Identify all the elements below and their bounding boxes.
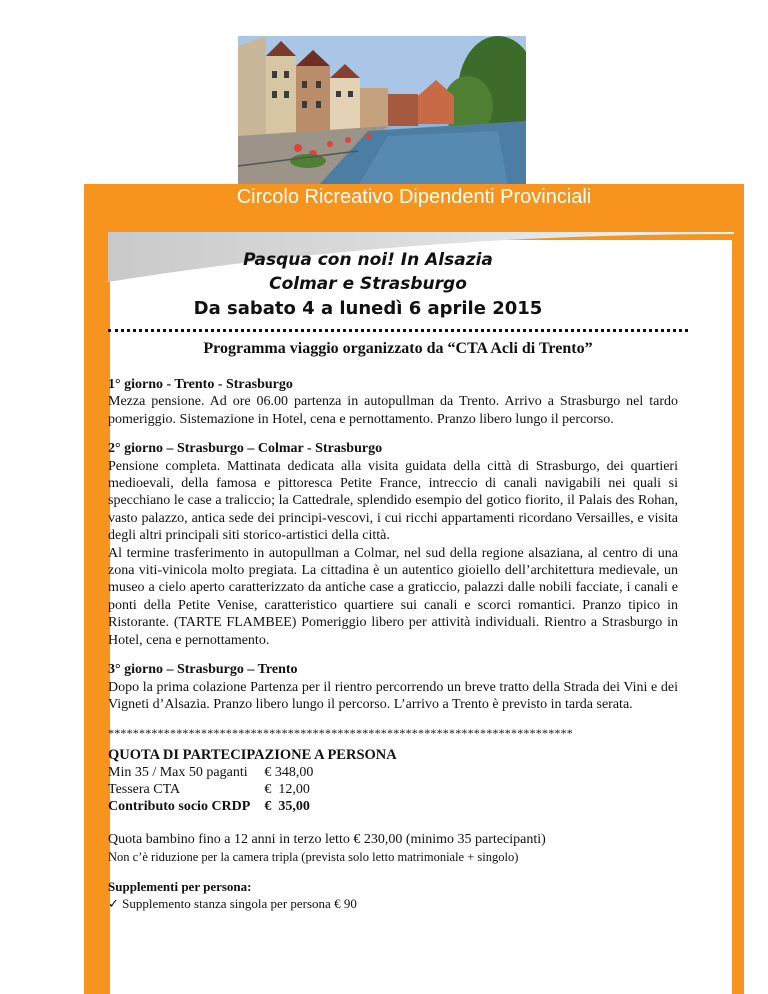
child-price: Quota bambino fino a 12 anni in terzo letto € 230,00 (minimo 35 partecipanti) bbox=[108, 832, 546, 848]
day-3 bbox=[108, 661, 678, 713]
price-row bbox=[108, 798, 327, 815]
day-text: Mezza pensione. Ad ore 06.00 partenza in autopullman da Trento. Arrivo a Strasburgo nel tardo pomeriggio. Sistemazione in Hotel, cena e pernottamento. Pranzo libero lungo il percorso. bbox=[108, 394, 678, 427]
supplement-item bbox=[108, 895, 678, 912]
price-value: € 12,00 bbox=[264, 782, 310, 798]
triple-room-note: Non c’è riduzione per la camera tripla (prevista solo letto matrimoniale + singolo) bbox=[108, 849, 519, 864]
star-separator: *************************************************************************** bbox=[108, 726, 573, 741]
program-subtitle: Programma viaggio organizzato da “CTA Acli di Trento” bbox=[203, 340, 593, 357]
colmar-canal-photo bbox=[238, 36, 526, 186]
trip-dates: Da sabato 4 a lunedì 6 aprile 2015 bbox=[193, 298, 543, 319]
day-heading: 1° giorno - Trento - Strasburgo bbox=[108, 377, 293, 392]
trip-destinations: Colmar e Strasburgo bbox=[269, 274, 467, 294]
program-content bbox=[108, 376, 678, 913]
supplements-title: Supplementi per persona: bbox=[108, 878, 252, 894]
day-2-continued: Al termine trasferimento in autopullman a Colmar, nel sud della regione alsaziana, al centro di una zona viti-vinicola molto pregiata. La cittadina è un autentico gioiello dell’architettura medievale, un museo a cielo aperto caratterizzato da antiche case a graticcio, palazzi dalle nobili facciate, i canali e ponti della Petite Venise, caratteristico quartiere sui canali e scorci romantici. Pranzo tipico in Ristorante. (TARTE FLAMBEE) Pomeriggio libero per attività individuali. Rientro a Strasburgo in Hotel, cena e pernottamento. bbox=[108, 545, 678, 648]
day-heading: 3° giorno – Strasburgo – Trento bbox=[108, 662, 298, 678]
day-text: Dopo la prima colazione Partenza per il rientro percorrendo un breve tratto della Strada dei Vini e dei Vigneti d’Alsazia. Pranzo libero lungo il percorso. L’arrivo a Trento è previsto in tarda serata. bbox=[108, 679, 678, 712]
trip-title: Pasqua con noi! In Alsazia bbox=[243, 250, 493, 270]
quote-title: QUOTA DI PARTECIPAZIONE A PERSONA bbox=[108, 746, 397, 763]
day-1 bbox=[108, 376, 678, 428]
price-row bbox=[108, 764, 327, 781]
supplement-text: Supplemento stanza singola per persona € 90 bbox=[122, 896, 357, 912]
price-label: Tessera CTA bbox=[108, 782, 181, 798]
price-label: Contributo socio CRDP bbox=[108, 799, 251, 815]
organization-title: Circolo Ricreativo Dipendenti Provinciali bbox=[236, 186, 592, 208]
dotted-divider bbox=[108, 329, 688, 332]
price-value: € 348,00 bbox=[264, 765, 314, 781]
checkmark-icon: ✓ bbox=[108, 896, 119, 912]
left-border bbox=[84, 184, 110, 994]
price-row bbox=[108, 781, 327, 798]
price-value: € 35,00 bbox=[264, 799, 310, 815]
right-border bbox=[732, 184, 744, 994]
price-label: Min 35 / Max 50 paganti bbox=[108, 765, 248, 781]
day-text: Pensione completa. Mattinata dedicata alla visita guidata della città di Strasburgo, dei quartieri medioevali, della famosa e pittoresca Petite France, intreccio di canali navigabili nei quali si specchiano le case a traliccio; la Cattedrale, splendido esempio del gotico fiorito, il Palais des Rohan, vasto palazzo, antica sede dei principi-vescovi, i cui ricchi appartamenti ricordano Versailles, e visita degli altri principali siti storico-artistici della città. bbox=[108, 458, 678, 544]
day-2 bbox=[108, 440, 678, 544]
price-table bbox=[108, 764, 327, 815]
day-heading: 2° giorno – Strasburgo – Colmar - Strasburgo bbox=[108, 441, 383, 457]
